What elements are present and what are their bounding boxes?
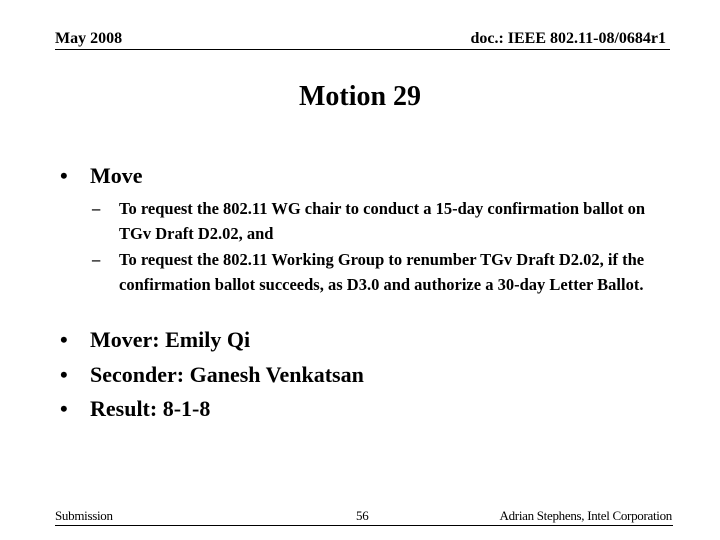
footer-page-number: 56 xyxy=(356,508,369,523)
bullet-icon: • xyxy=(60,362,68,387)
bullet-result-text: Result: 8-1-8 xyxy=(90,396,211,421)
footer-divider xyxy=(55,525,673,526)
dash-icon: – xyxy=(92,250,101,269)
sub-item-2-text: To request the 802.11 Working Group to renumber TGv Draft D2.02, if the confirmation ballot succeeds, as D3.0 and authorize a 30-day Letter Ballot. xyxy=(119,250,645,294)
bullet-mover-text: Mover: Emily Qi xyxy=(90,327,251,352)
header-doc-id: doc.: IEEE 802.11-08/0684r1 xyxy=(470,30,666,47)
bullet-icon: • xyxy=(60,396,68,421)
bullet-seconder-text: Seconder: Ganesh Venkatsan xyxy=(90,362,364,387)
bullet-move-text: Move xyxy=(90,163,143,188)
header-divider xyxy=(55,49,670,50)
bullet-icon: • xyxy=(60,163,68,188)
footer-author: Adrian Stephens, Intel Corporation xyxy=(499,508,672,523)
footer-submission: Submission xyxy=(55,508,113,523)
slide-title: Motion 29 xyxy=(298,81,422,112)
sub-item-1-text: To request the 802.11 WG chair to conduct a 15-day confirmation ballot on TGv Draft D2.02, and xyxy=(119,199,646,243)
header-date: May 2008 xyxy=(55,30,123,47)
dash-icon: – xyxy=(92,199,101,218)
bullet-icon: • xyxy=(60,327,68,352)
